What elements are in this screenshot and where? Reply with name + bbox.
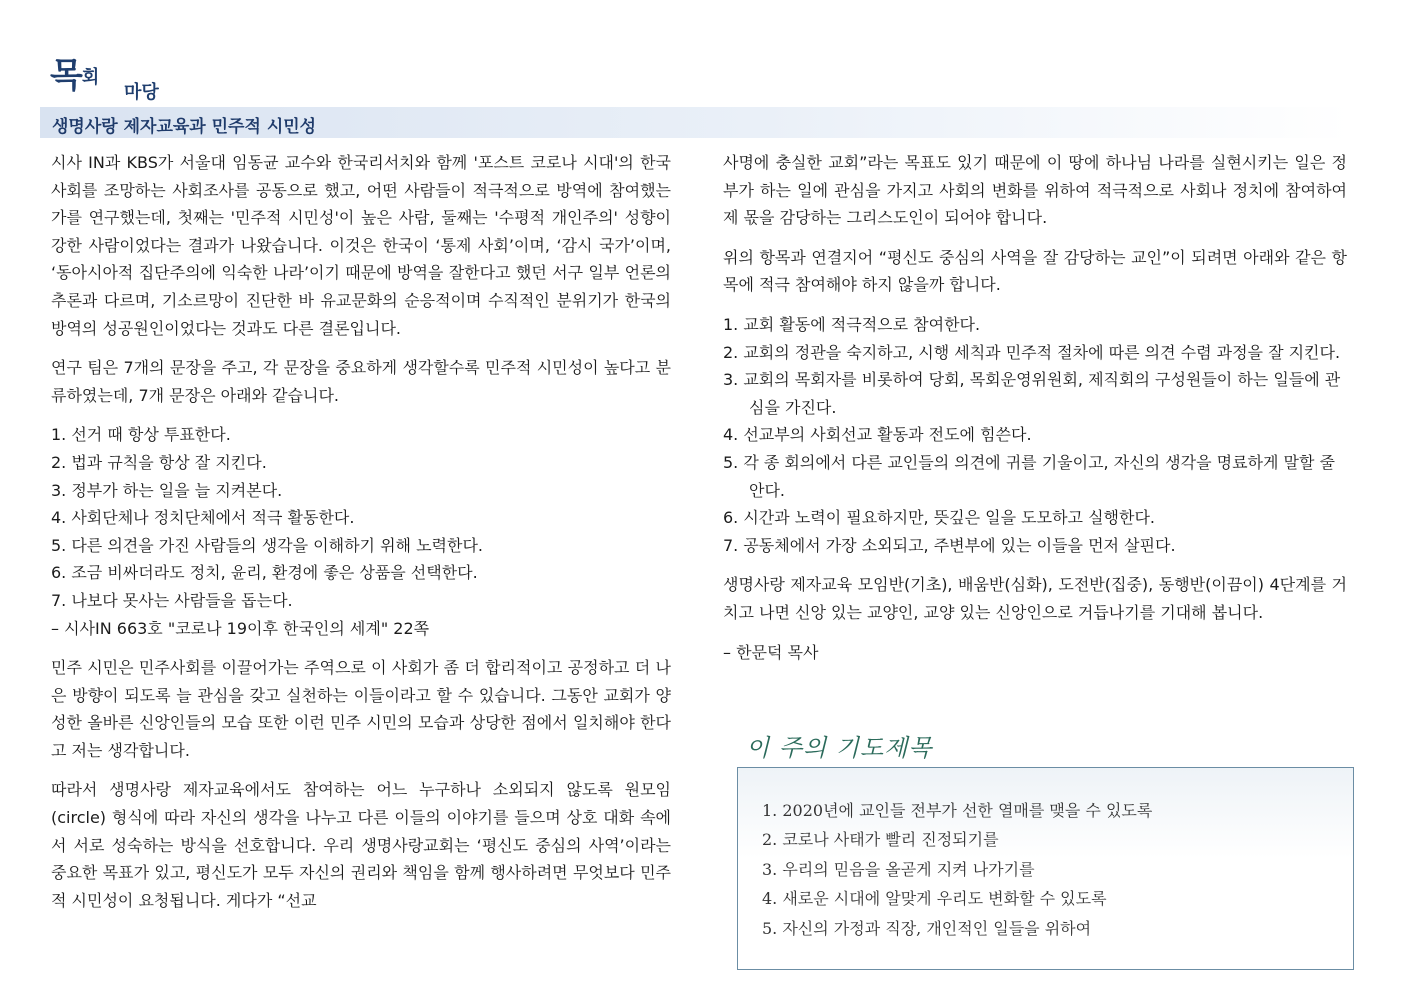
article-title: 생명사랑 제자교육과 민주적 시민성 <box>52 117 317 137</box>
list-item: 3. 정부가 하는 일을 늘 지켜본다. <box>51 480 283 500</box>
source-citation: – 시사IN 663호 "코로나 19이후 한국인의 세계" 22쪽 <box>51 618 430 638</box>
paragraph-2: 연구 팀은 7개의 문장을 주고, 각 문장을 중요하게 생각할수록 민주적 시민성이 높다고 분류하였는데, 7개 문장은 아래와 같습니다. <box>51 358 671 405</box>
list-item: 5. 다른 의견을 가진 사람들의 생각을 이해하기 위해 노력한다. <box>51 535 483 555</box>
list-item: 6. 시간과 노력이 필요하지만, 뜻깊은 일을 도모하고 실행한다. <box>723 508 1155 528</box>
prayer-list <box>738 768 1353 943</box>
author-signature: – 한문덕 목사 <box>723 642 819 662</box>
list-item: 7. 공동체에서 가장 소외되고, 주변부에 있는 이들을 먼저 살핀다. <box>723 535 1176 555</box>
list-item: 3. 교회의 목회자를 비롯하여 당회, 목회운영위원회, 제직회의 구성원들이 하는 일들에 관심을 가진다. <box>723 370 1341 417</box>
article-title-bar <box>40 107 1350 138</box>
list-item: 2. 법과 규칙을 항상 잘 지킨다. <box>51 452 267 472</box>
list-item: 5. 각 종 회의에서 다른 교인들의 의견에 귀를 기울이고, 자신의 생각을 명료하게 말할 줄 안다. <box>723 452 1335 500</box>
paragraph-3: 민주 시민은 민주사회를 이끌어가는 주역으로 이 사회가 좀 더 합리적이고 공정하고 더 나은 방향이 되도록 늘 관심을 갖고 실천하는 이들이라고 할 수 있습니다. 그동안 교회가 양성한 올바른 신앙인들의 모습 또한 이런 민주 시민의 모습과 상당한 점에서 일치해야 한다고 저는 생각합니다. <box>51 658 671 760</box>
list-item: 4. 사회단체나 정치단체에서 적극 활동한다. <box>51 508 355 528</box>
list-item: 1. 교회 활동에 적극적으로 참여한다. <box>723 314 981 334</box>
paragraph-6: 위의 항목과 연결지어 “평신도 중심의 사역을 잘 감당하는 교인”이 되려면 아래와 같은 항목에 적극 참여해야 하지 않을까 합니다. <box>723 247 1347 295</box>
prayer-box <box>737 767 1354 970</box>
paragraph-1: 시사 IN과 KBS가 서울대 임동균 교수와 한국리서치와 함께 '포스트 코로나 시대'의 한국사회를 조망하는 사회조사를 공동으로 했고, 어떤 사람들이 적극적으로 방역에 참여했는가를 연구했는데, 첫째는 '민주적 시민성'이 높은 사람, 둘째는 '수평적 개인주의' 성향이 강한 사람이었다는 결과가 나왔습니다. 이것은 한국이 ‘통제 사회’이며, ‘감시 국가’이며, ‘동아시아적 집단주의에 익숙한 나라’이기 때문에 방역을 잘한다고 했던 서구 일부 언론의 추론과 다르며, 기소르망이 진단한 바 유교문화의 순응적이며 수직적인 분위기가 한국의 방역의 성공원인이었다는 것과도 다른 결론입니다. <box>51 153 671 338</box>
paragraph-5: 사명에 충실한 교회”라는 목표도 있기 때문에 이 땅에 하나님 나라를 실현시키는 일은 정부가 하는 일에 관심을 가지고 사회의 변화를 위하여 적극적으로 사회나 정치에 참여하여 제 몫을 감당하는 그리스도인이 되어야 합니다. <box>723 153 1347 228</box>
prayer-item: 5. 자신의 가정과 직장, 개인적인 일들을 위하여 <box>762 918 1092 938</box>
prayer-item: 1. 2020년에 교인들 전부가 선한 열매를 맺을 수 있도록 <box>762 801 1153 820</box>
section-logo <box>50 48 159 103</box>
prayer-item: 3. 우리의 믿음을 올곧게 지켜 나가기를 <box>762 859 1035 879</box>
prayer-heading: 이 주의 기도제목 <box>746 734 933 762</box>
list-item: 2. 교회의 정관을 숙지하고, 시행 세칙과 민주적 절차에 따른 의견 수렴 과정을 잘 지킨다. <box>723 342 1341 362</box>
prayer-item: 2. 코로나 사태가 빨리 진정되기를 <box>762 830 999 850</box>
paragraph-4: 따라서 생명사랑 제자교육에서도 참여하는 어느 누구하나 소외되지 않도록 원모임(circle) 형식에 따라 자신의 생각을 나누고 다른 이들의 이야기를 들으며 상호 대화 속에서 서로 성숙하는 방식을 선호합니다. 우리 생명사랑교회는 ‘평신도 중심의 사역’이라는 중요한 목표가 있고, 평신도가 모두 자신의 권리와 책임을 함께 행사하려면 무엇보다 민주적 시민성이 요청됩니다. 게다가 “선교 <box>51 780 671 910</box>
right-column <box>723 149 1347 678</box>
left-column <box>51 149 671 926</box>
list-item: 4. 선교부의 사회선교 활동과 전도에 힘쓴다. <box>723 425 1032 445</box>
list-item: 6. 조금 비싸더라도 정치, 윤리, 환경에 좋은 상품을 선택한다. <box>51 563 478 583</box>
logo-sub-char: 회 <box>81 67 100 88</box>
logo-sub-text: 마당 <box>124 82 159 103</box>
prayer-item: 4. 새로운 시대에 알맞게 우리도 변화할 수 있도록 <box>762 889 1107 909</box>
paragraph-7: 생명사랑 제자교육 모임반(기초), 배움반(심화), 도전반(집중), 동행반(이끔이) 4단계를 거치고 나면 신앙 있는 교양인, 교양 있는 신앙인으로 거듭나기를 기대해 봅니다. <box>723 575 1347 622</box>
participation-list <box>723 311 1347 559</box>
civic-statements-list <box>51 421 671 642</box>
logo-main-char: 목 <box>50 56 82 96</box>
list-item: 1. 선거 때 항상 투표한다. <box>51 425 231 445</box>
list-item: 7. 나보다 못사는 사람들을 돕는다. <box>51 590 293 610</box>
